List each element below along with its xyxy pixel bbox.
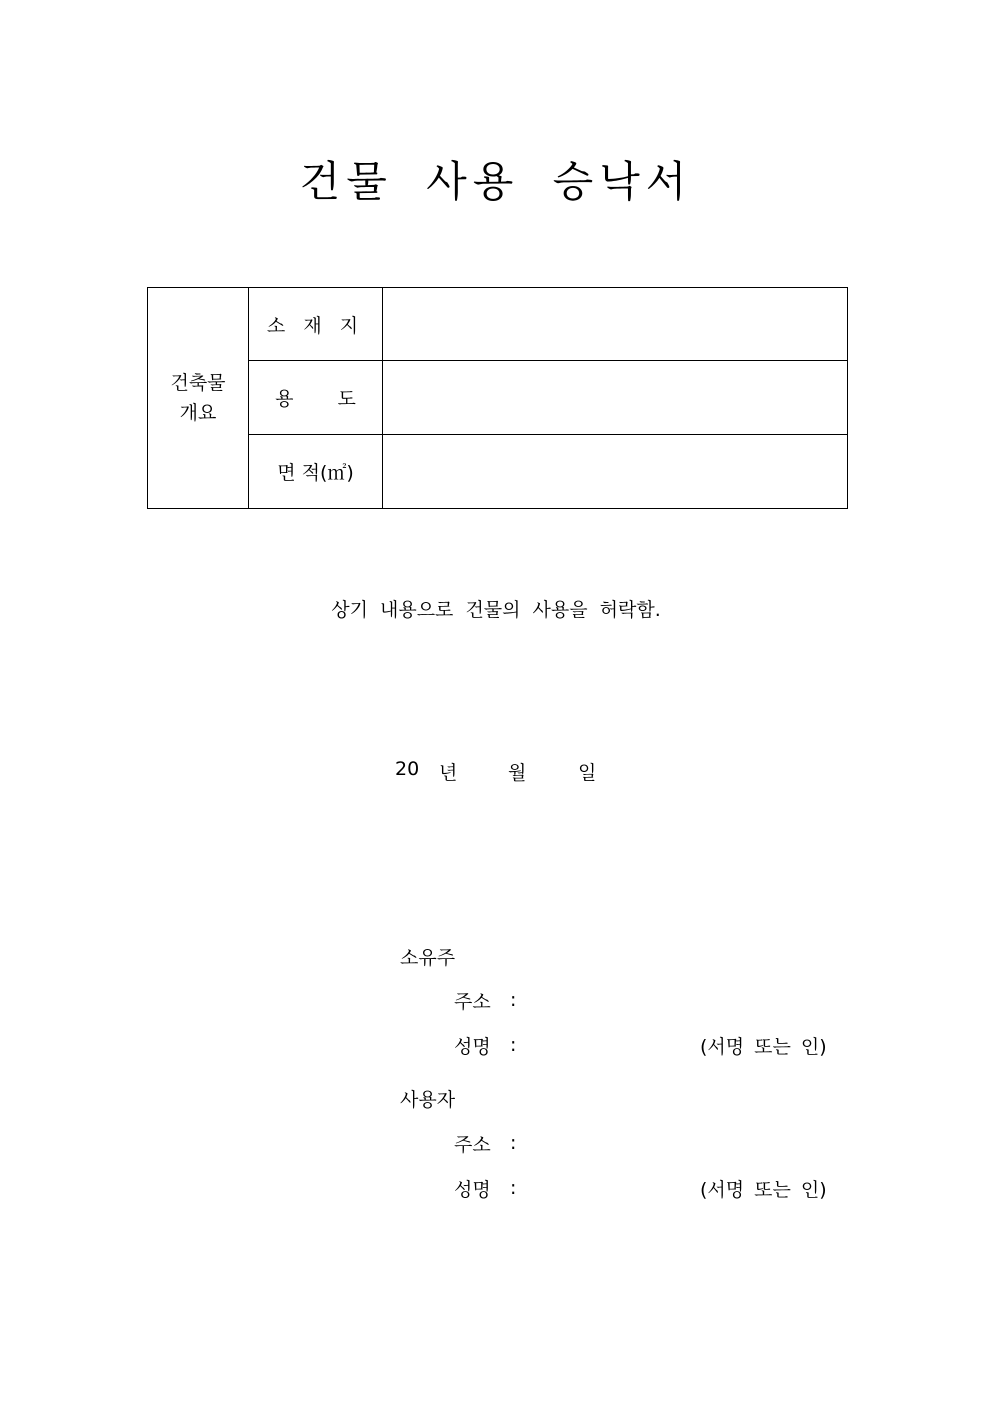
document-title: 건물 사용 승낙서 xyxy=(299,157,693,206)
owner-address-label: 주소 xyxy=(454,991,491,1013)
user-address-label: 주소 xyxy=(454,1134,491,1156)
date-year-unit: 년 xyxy=(439,762,458,784)
user-heading: 사용자 xyxy=(400,1089,456,1111)
usage-value[interactable] xyxy=(383,361,848,435)
usage-label: 용 도 xyxy=(249,361,383,435)
group-label-line2: 개요 xyxy=(179,402,217,424)
area-label: 면 적(㎡) xyxy=(249,435,383,509)
location-value[interactable] xyxy=(383,288,848,361)
user-name-colon: : xyxy=(510,1177,517,1199)
owner-address-colon: : xyxy=(510,989,517,1011)
user-name-label: 성명 xyxy=(454,1179,491,1201)
area-value[interactable] xyxy=(383,435,848,509)
permission-statement: 상기 내용으로 건물의 사용을 허락함. xyxy=(331,599,661,621)
date-month-unit: 월 xyxy=(508,762,527,784)
owner-seal-note: (서명 또는 인) xyxy=(700,1036,827,1058)
owner-name-label: 성명 xyxy=(454,1036,491,1058)
date-day-unit: 일 xyxy=(578,762,597,784)
building-overview-label xyxy=(148,288,249,509)
date-year-prefix: 20 xyxy=(395,758,420,780)
building-overview-table xyxy=(147,287,848,509)
group-label-line1: 건축물 xyxy=(170,372,226,394)
owner-heading: 소유주 xyxy=(400,947,456,969)
location-label: 소 재 지 xyxy=(249,288,383,361)
owner-name-colon: : xyxy=(510,1034,517,1056)
user-address-colon: : xyxy=(510,1132,517,1154)
user-seal-note: (서명 또는 인) xyxy=(700,1179,827,1201)
